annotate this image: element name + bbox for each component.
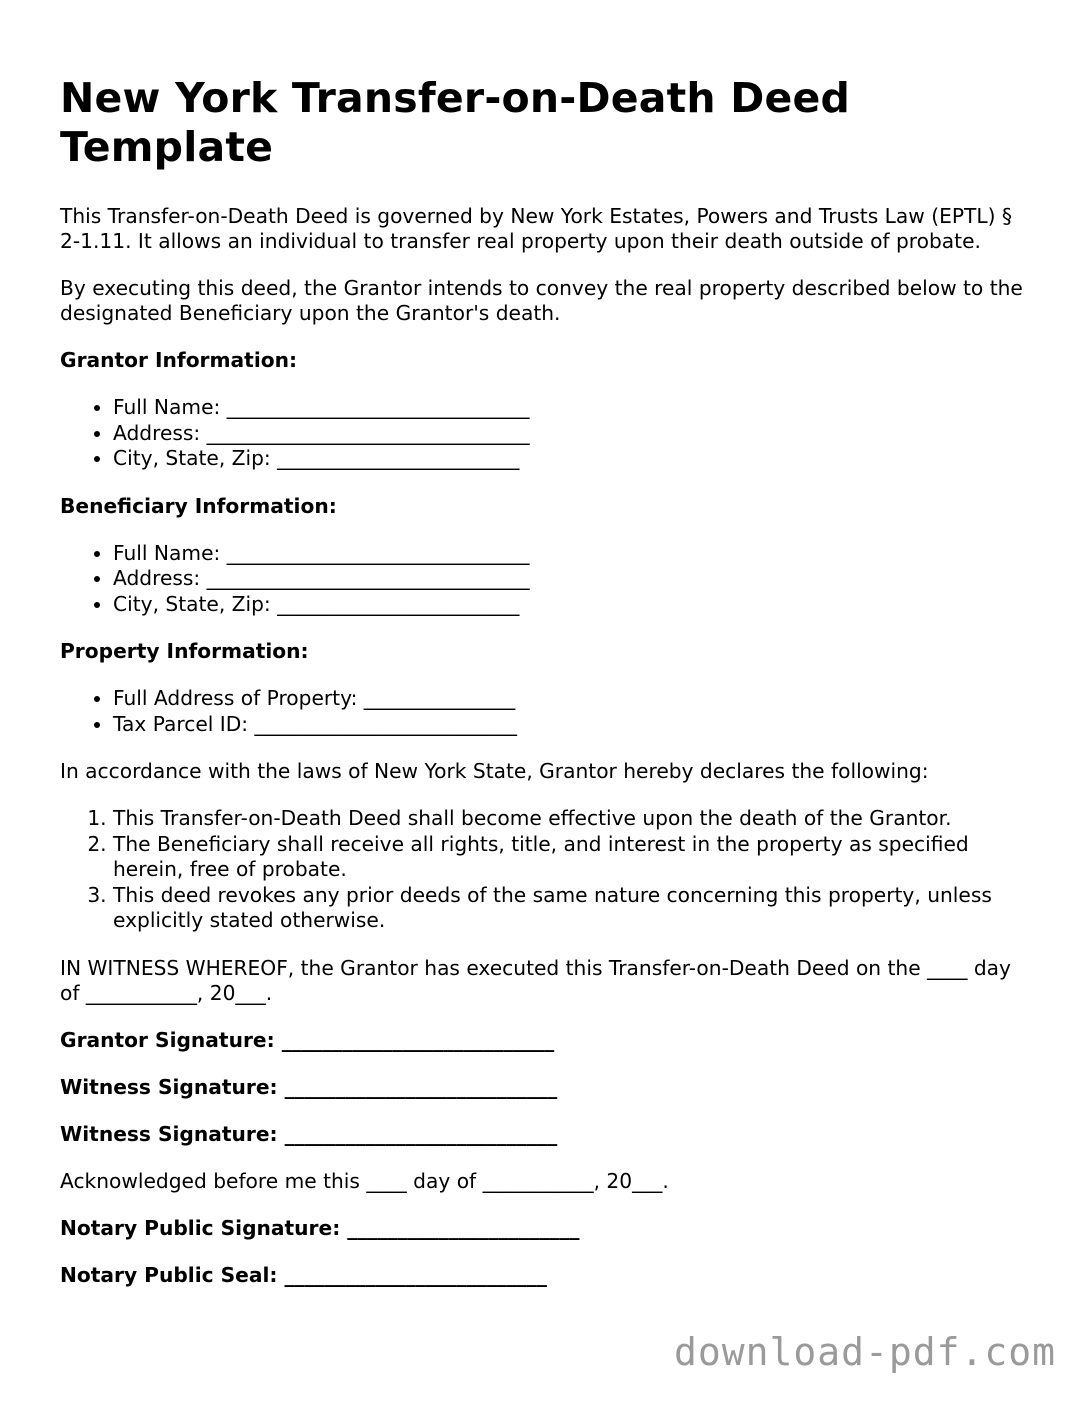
document-title: New York Transfer-on-Death Deed Template [60,74,851,171]
notary-signature-line: Notary Public Signature: _______________________ [60,1215,580,1240]
witness-signature-line-2: Witness Signature: ___________________________ [60,1121,558,1146]
beneficiary-address: • Address: ________________________________ [113,566,1035,592]
grantor-signature-line: Grantor Signature: ___________________________ [60,1027,555,1052]
watermark-text: download-pdf.com [673,1330,1056,1374]
declaration-item: 1. This Transfer-on-Death Deed shall become effective upon the death of the Grantor. [113,806,1035,832]
intro-paragraph: This Transfer-on-Death Deed is governed by New York Estates, Powers and Trusts Law (EPTL) § 2-1.11. It allows an individual to transfer real property upon their death outside of probate. [60,204,1012,253]
beneficiary-list [60,541,1035,618]
grantor-address: • Address: ________________________________ [113,421,1035,447]
declaration-item: 3. This deed revokes any prior deeds of the same nature concerning this property, unless explicitly stated otherwise. [113,883,1035,934]
property-address: • Full Address of Property: _______________ [113,686,1035,712]
beneficiary-city-state-zip: • City, State, Zip: ________________________ [113,592,1035,618]
intent-paragraph: By executing this deed, the Grantor intends to convey the real property described below to the designated Beneficiary upon the Grantor's death. [60,276,1023,325]
declarations-list [60,806,1035,934]
document-page [60,74,1035,1310]
grantor-full-name: • Full Name: ______________________________ [113,395,1035,421]
property-tax-parcel-id: • Tax Parcel ID: __________________________ [113,712,1035,738]
notary-seal-line: Notary Public Seal: __________________________ [60,1262,547,1287]
grantor-heading: Grantor Information: [60,348,298,372]
declaration-item: 2. The Beneficiary shall receive all rights, title, and interest in the property as specified herein, free of probate. [113,832,1035,883]
beneficiary-full-name: • Full Name: ______________________________ [113,541,1035,567]
grantor-city-state-zip: • City, State, Zip: ________________________ [113,446,1035,472]
acknowledgment-line: Acknowledged before me this ____ day of ___________, 20___. [60,1168,669,1193]
property-heading: Property Information: [60,639,309,663]
witness-signature-line-1: Witness Signature: ___________________________ [60,1074,558,1099]
beneficiary-heading: Beneficiary Information: [60,493,337,518]
witness-clause: IN WITNESS WHEREOF, the Grantor has executed this Transfer-on-Death Deed on the ____ day of ___________, 20___. [60,955,1011,1005]
grantor-list [60,395,1035,472]
declaration-intro: In accordance with the laws of New York State, Grantor hereby declares the following: [60,759,929,783]
property-list [60,686,1035,737]
